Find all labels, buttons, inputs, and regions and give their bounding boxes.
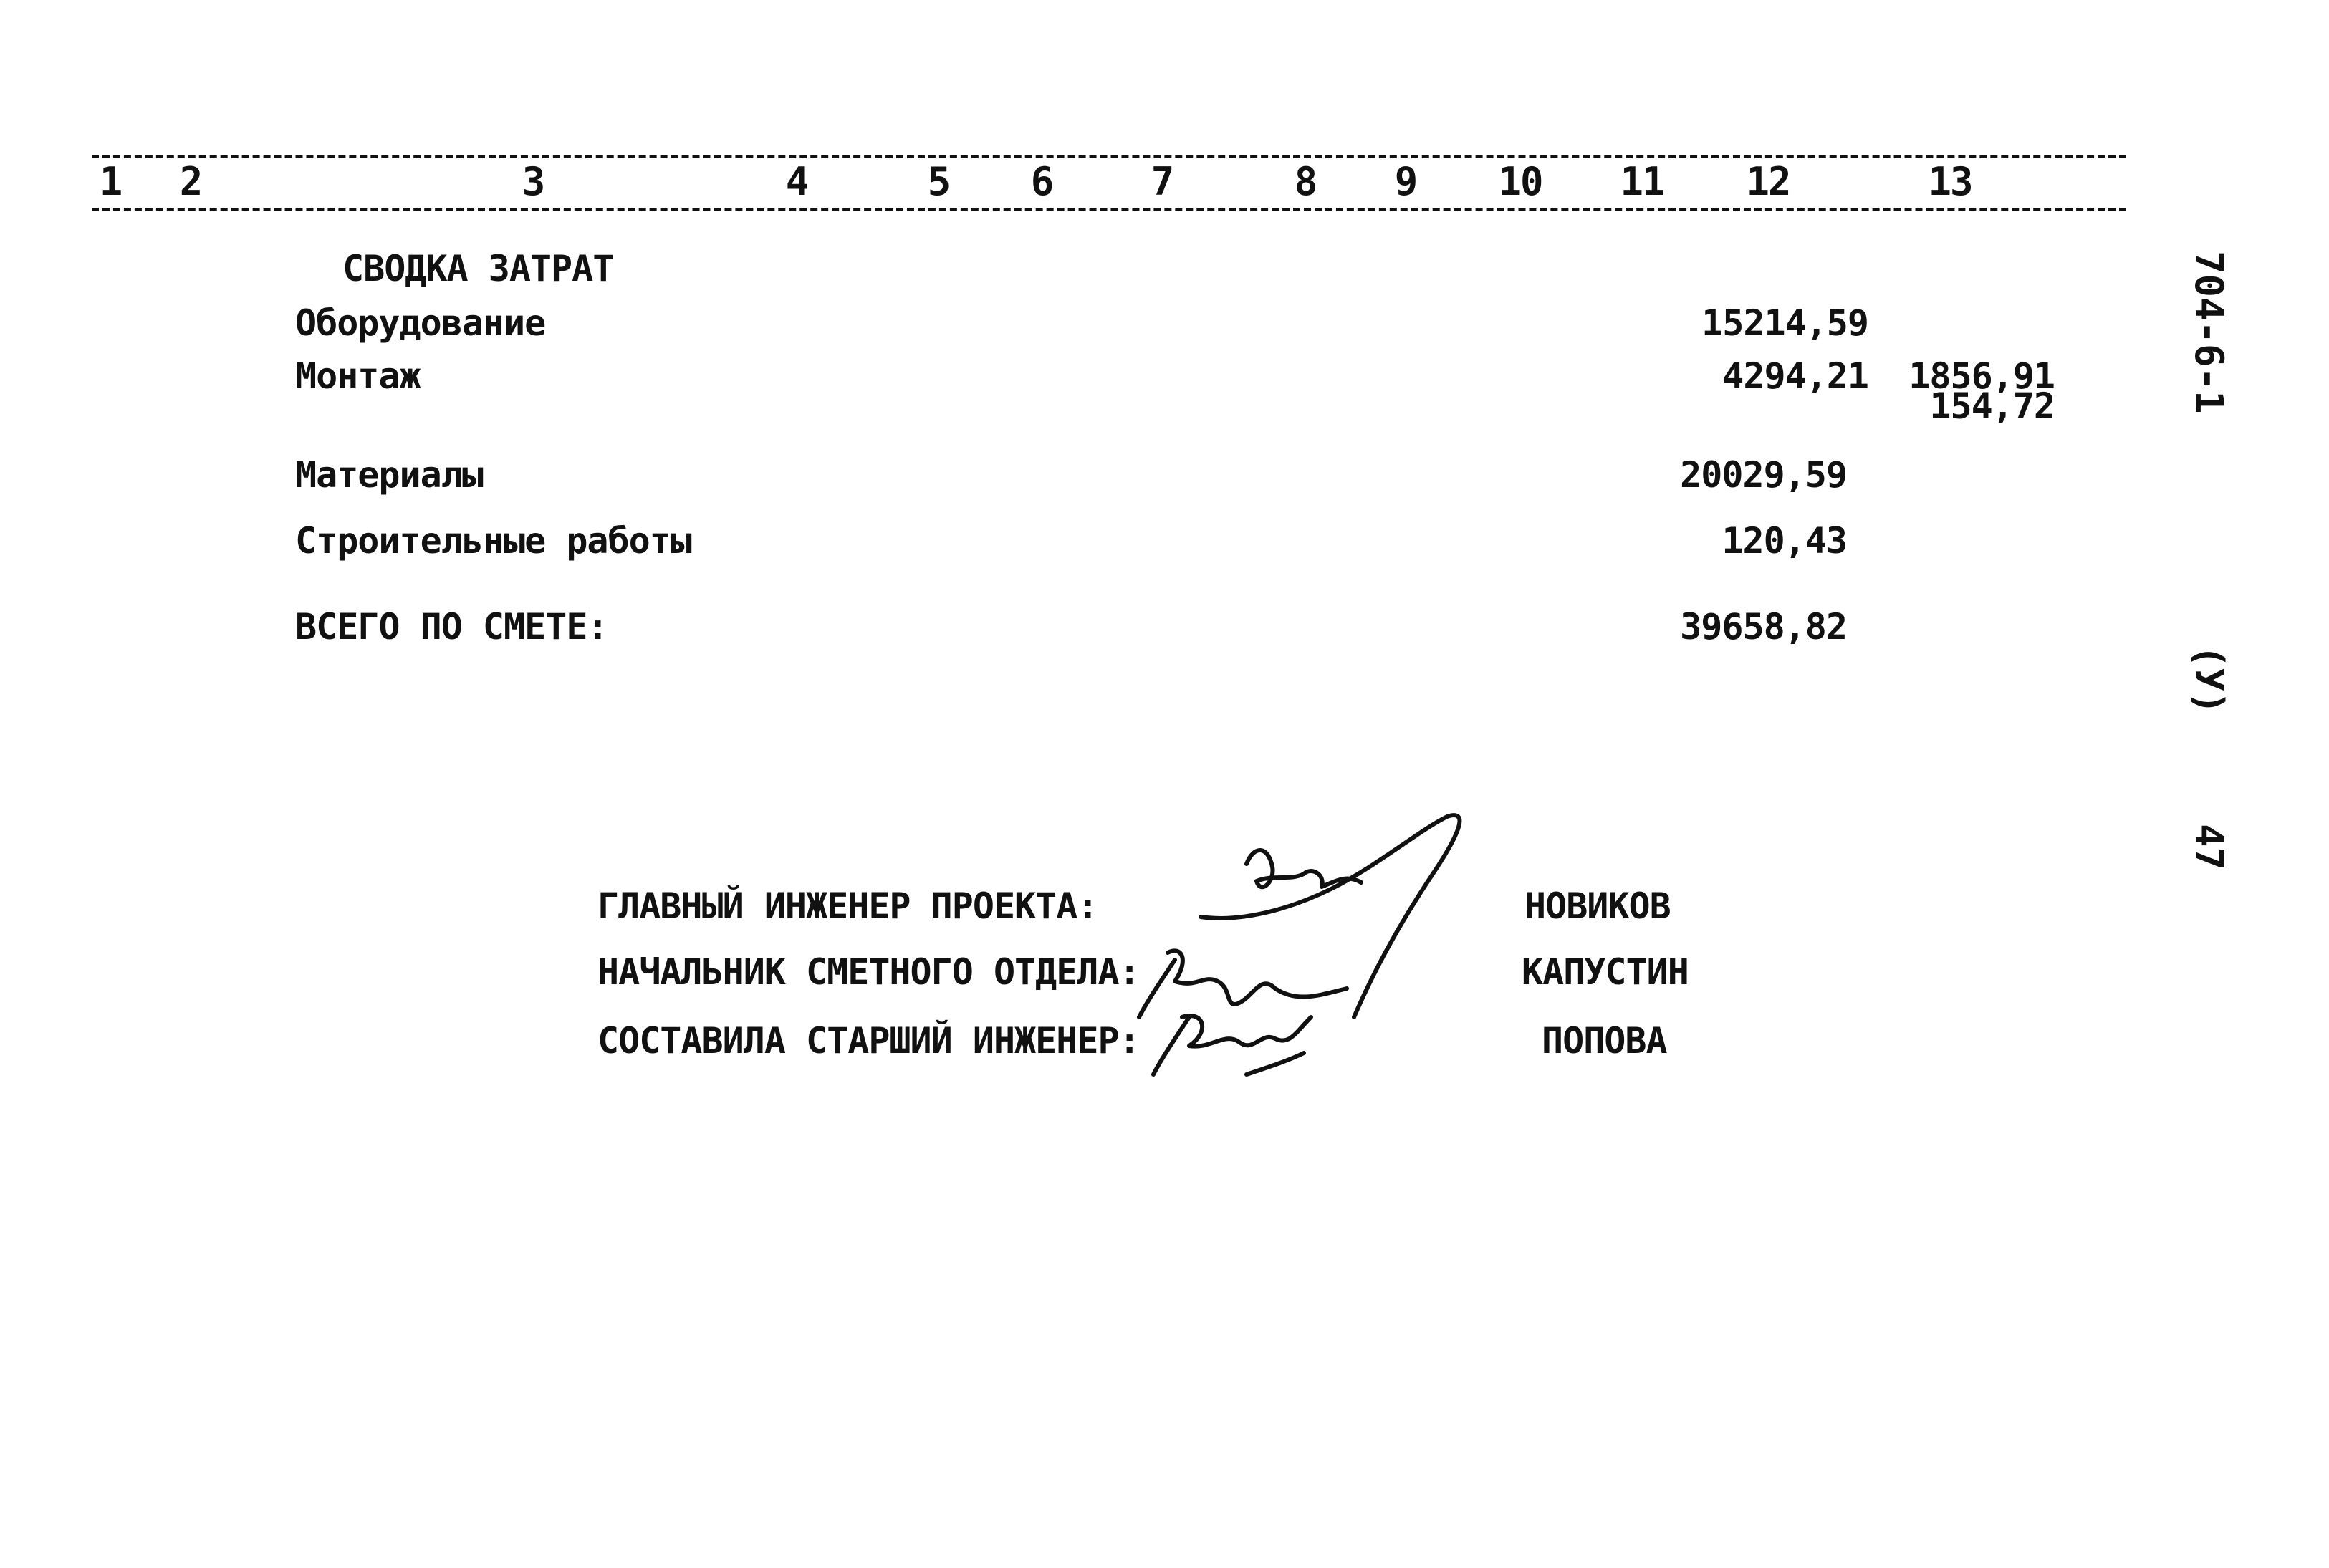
row-label-materials: Материалы — [295, 454, 483, 496]
header-rule-bottom — [92, 208, 2126, 211]
row-value-installation-col13: 1856,91 — [1908, 355, 2055, 397]
volume-mark: (У) — [2186, 645, 2232, 715]
row-value-materials: 20029,59 — [1680, 454, 1847, 496]
row-label-equipment: Оборудование — [295, 302, 546, 344]
page-number: 47 — [2186, 824, 2232, 871]
column-number-11: 11 — [1620, 159, 1664, 204]
signature-name-popova: ПОПОВА — [1542, 1020, 1667, 1062]
column-number-6: 6 — [1030, 159, 1053, 204]
row-value-installation-col13-second: 154,72 — [1929, 385, 2055, 427]
column-number-4: 4 — [785, 159, 808, 204]
handwritten-signatures — [1132, 802, 1504, 1089]
column-number-2: 2 — [179, 159, 202, 204]
row-value-installation: 4294,21 — [1722, 355, 1868, 397]
summary-title: СВОДКА ЗАТРАТ — [342, 248, 614, 289]
column-number-3: 3 — [522, 159, 544, 204]
signature-name-novikov: НОВИКОВ — [1524, 885, 1671, 927]
column-number-12: 12 — [1746, 159, 1790, 204]
row-label-total: ВСЕГО ПО СМЕТЕ: — [295, 606, 608, 648]
row-value-total: 39658,82 — [1680, 606, 1847, 648]
column-number-8: 8 — [1294, 159, 1317, 204]
row-label-installation: Монтаж — [295, 355, 421, 397]
signature-role-chief-engineer: ГЛАВНЫЙ ИНЖЕНЕР ПРОЕКТА: — [597, 885, 1098, 927]
row-value-construction: 120,43 — [1721, 520, 1847, 562]
row-value-equipment: 15214,59 — [1701, 302, 1868, 344]
column-number-5: 5 — [927, 159, 950, 204]
column-number-9: 9 — [1394, 159, 1417, 204]
column-number-10: 10 — [1498, 159, 1542, 204]
column-number-1: 1 — [99, 159, 122, 204]
header-rule-top — [92, 155, 2126, 158]
signature-name-kapustin: КАПУСТИН — [1522, 951, 1689, 993]
signature-role-senior-engineer: СОСТАВИЛА СТАРШИЙ ИНЖЕНЕР: — [597, 1020, 1140, 1062]
column-number-7: 7 — [1151, 159, 1173, 204]
document-code: 704-6-1 — [2186, 251, 2232, 414]
column-number-13: 13 — [1928, 159, 1972, 204]
row-label-construction: Строительные работы — [295, 520, 691, 562]
signature-role-estimate-head: НАЧАЛЬНИК СМЕТНОГО ОТДЕЛА: — [597, 951, 1140, 993]
